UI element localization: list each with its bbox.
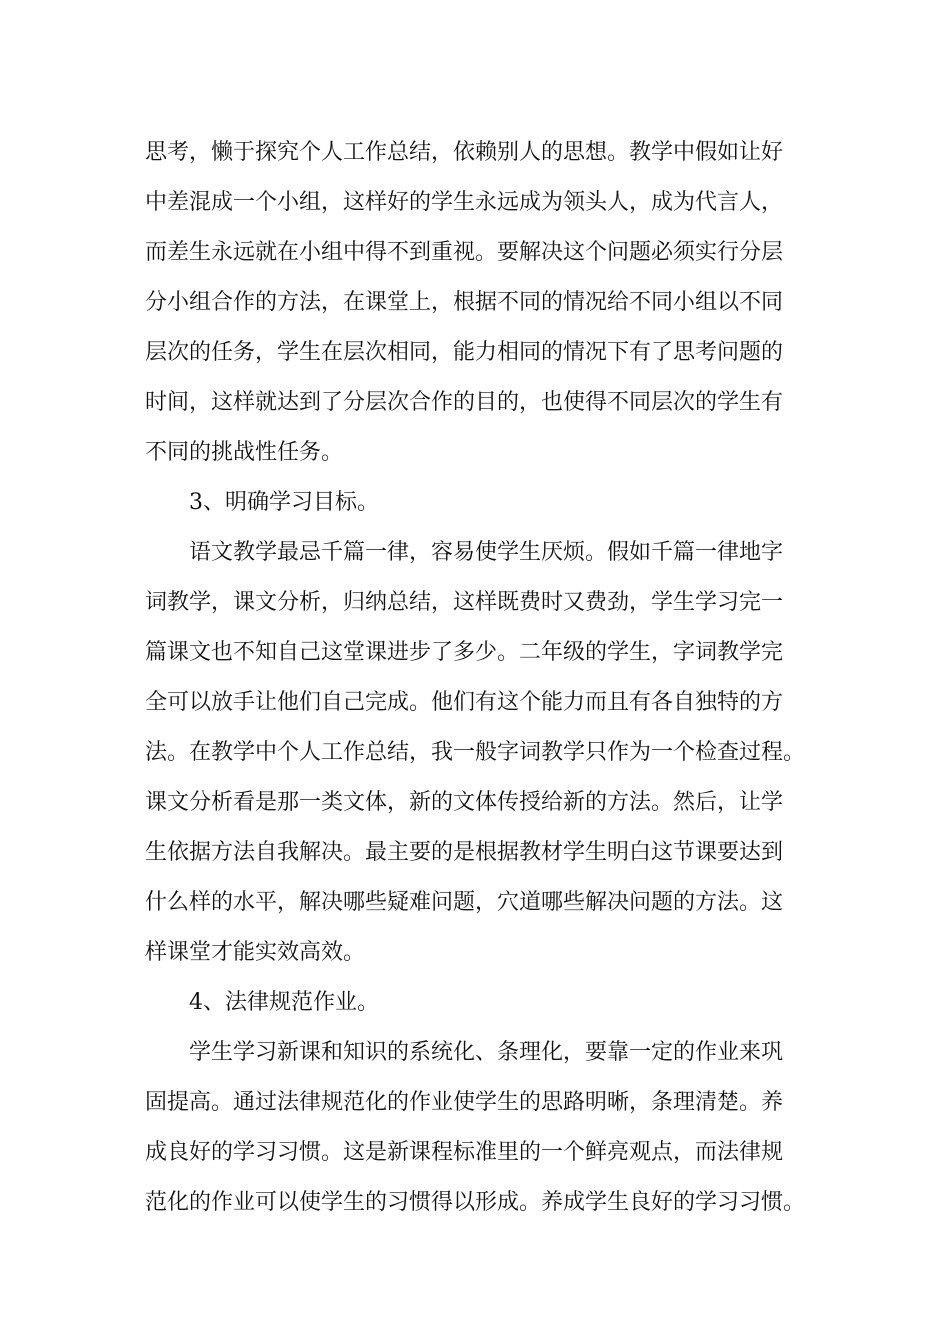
text-line: 层次的任务，学生在层次相同，能力相同的情况下有了思考问题的 (145, 340, 784, 365)
text-line: 成良好的学习习惯。这是新课程标准里的一个鲜亮观点，而法律规 (145, 1140, 784, 1165)
section-heading: 4、法律规范作业。 (189, 990, 379, 1015)
text-line: 什么样的水平，解决哪些疑难问题，穴道哪些解决问题的方法。这 (145, 890, 784, 915)
text-line: 而差生永远就在小组中得不到重视。要解决这个问题必须实行分层 (145, 240, 784, 265)
text-line: 中差混成一个小组，这样好的学生永远成为领头人，成为代言人， (145, 190, 784, 215)
text-line: 思考，懒于探究个人工作总结，依赖别人的思想。教学中假如让好 (145, 140, 784, 165)
text-line: 语文教学最忌千篇一律，容易使学生厌烦。假如千篇一律地字 (189, 540, 784, 565)
text-line: 分小组合作的方法，在课堂上，根据不同的情况给不同小组以不同 (145, 290, 784, 315)
text-line: 课文分析看是那一类文体，新的文体传授给新的方法。然后，让学 (145, 790, 784, 815)
text-line: 篇课文也不知自己这堂课进步了多少。二年级的学生，字词教学完 (145, 640, 784, 665)
text-line: 时间，这样就达到了分层次合作的目的，也使得不同层次的学生有 (145, 390, 784, 415)
body-text (145, 128, 825, 1228)
text-line: 学生学习新课和知识的系统化、条理化，要靠一定的作业来巩 (189, 1040, 784, 1065)
text-line: 词教学，课文分析，归纳总结，这样既费时又费劲，学生学习完一 (145, 590, 784, 615)
text-line: 不同的挑战性任务。 (145, 440, 344, 465)
text-line: 法。在教学中个人工作总结，我一般字词教学只作为一个检查过程。 (145, 740, 806, 765)
text-line: 生依据方法自我解决。最主要的是根据教材学生明白这节课要达到 (145, 840, 784, 865)
text-line: 固提高。通过法律规范化的作业使学生的思路明晰，条理清楚。养 (145, 1090, 784, 1115)
text-line: 范化的作业可以使学生的习惯得以形成。养成学生良好的学习习惯。 (145, 1190, 806, 1215)
text-line: 全可以放手让他们自己完成。他们有这个能力而且有各自独特的方 (145, 690, 784, 715)
text-line: 样课堂才能实效高效。 (145, 940, 366, 965)
section-heading: 3、明确学习目标。 (189, 490, 379, 515)
